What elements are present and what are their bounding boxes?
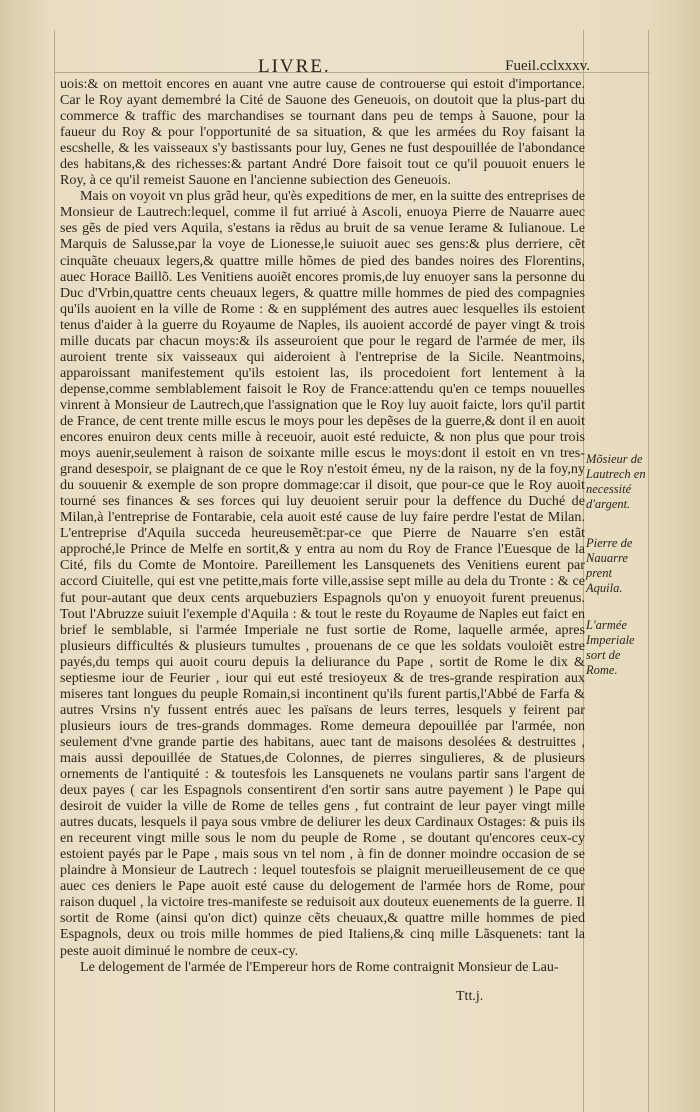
paragraph: Le delogement de l'armée de l'Empereur hors de Rome contraignit Monsieur de Lau- xyxy=(80,958,559,975)
running-title: LIVRE. xyxy=(258,56,331,77)
page-header xyxy=(58,56,590,78)
rule-left xyxy=(54,30,55,1112)
rule-margin-right xyxy=(648,30,649,1112)
body-text xyxy=(60,76,585,975)
margin-note: L'armée Imperiale sort de Rome. xyxy=(586,618,635,677)
catchword: Ttt.j. xyxy=(456,989,484,1004)
paragraph: Mais on voyoit vn plus grãd heur, qu'ès expeditions de mer, en la suitte des entreprises de Monsieur de Lautrech:lequel, comme il fut arriué à Ascoli, enuoya Pierre de Nauarre auec ses gẽs de pied vers Aquila, s'estans ia rẽdus au bruit de sa venue Ierame & Iulianoue. Le Marquis de Salusse,par la voye de Lionesse,le suiuoit auec ses gens:& plus derriere, cẽt cinquãte cheuaux legers,& quattre mille hõmes de pied des bandes noires des Florentins, auec Horace Baillõ. Les Venitiens auoiẽt encores promis,de luy enuoyer sans la personne du Duc d'Vrbin,quattre cents cheuaux legers, & quattre mille hommes de pied des compagnies qu'ils auoient en la ville de Rome : & en supplément des autres auec lesquelles ils estoient tenus d'aider à la guerre du Royaume de Naples, ils auoient accordé de payer vingt & trois mille ducats par chacun moys:& ils asseuroient que pour le regard de l'armée de mer, ils auroient trente six vaisseaux qui aideroient à l'entreprise de la Sicile. Neantmoins, apparoissant manifestement qu'ils estoient las, ils procedoient fort lentement à la depense,comme semblablement faisoit le Roy de France:attendu qu'en ce temps nouuelles vinrent à Monsieur de Lautrech,que l'assignation que le Roy luy auoit faicte, lors qu'il partit de France, de cent trente mille escus le moys pour les depẽses de la guerre,& dont il en auoit encores enuiron deux cents mille à receuoir, auoit esté reduicte, & non plus que pour trois moys auenir,seulement à raison de soixante mille escus le moys:dont il estoit en vn tres-grand desespoir, se plaignant de ce que le Roy n'estoit émeu, ny de la raison, ny de la foy,ny du souuenir & exemple de son propre dommage:car il disoit, que pour-ce que le Roy auoit tourné ses finances & ses forces qui luy deuoient seruir pour la deffence du Duché de Milan,à l'entreprise de Fontarabie, cela auoit esté cause de luy faire perdre l'estat de Milan. L'entreprise d'Aquila succeda heureusemẽt:par-ce que Pierre de Nauarre s'en estãt approché,le Prince de Melfe en sortit,& y entra au nom du Roy de France l'Euesque de la Cité, fils du Comte de Montoire. Pareillement les Lansquenets des Venitiens eurent par accord Ciuitelle, qui est vne petitte,mais forte ville,assise sept mille au dela du Tronte : & ce fut pour-autant que deux cents arquebuziers Espagnols qu'on y enuoyoit furent preuenus. Tout l'Abruzze suiuit l'exemple d'Aquila : & tout le reste du Royaume de Naples eut faict en brief le semblable, si l'armée Imperiale ne fust sortie de Rome, laquelle armée, apres plusieurs difficultés & plusieurs tumultes , prouenans de ce que les soldats vouloiẽt estre payés,du temps qui auoit couru depuis la deliurance du Pape , sortit de Rome le dix & septiesme iour de Feurier , iour qui eut esté tresioyeux & de tres-grande respiration aux miseres tant longues du peuple Romain,si incontinent qu'ils furent partis,l'Abbé de Farfa & autres Vrsins n'y fussent entrés auec les païsans de leurs terres, lesquels y feirent par plusieurs iours de tres-grands dommages. Rome demeura depouillée par l'armée, non seulement d'vne grande partie des habitans, auec tant de maisons desolées & destruittes , mais aussi depouillée de Statues,de Colonnes, de pierres singulieres, & de plusieurs ornements de l'antiquité : & toutesfois les Lansquenets ne voulans partir sans l'argent de deux payes ( car les Espagnols consentirent d'en sortir sans autre payement ) le Pape qui desiroit de vuider la ville de Rome de telles gens , fut contraint de leur payer vingt mille autres ducats, lesquels il paya sous vmbre de deliurer les deux Cardinaux Ostages: & puis ils en receurent vingt mille sous le nom du peuple de Rome , se doutant qu'encores ceux-cy estoient payés par le Pape , mais sous vn tel nom , à fin de donner moindre occasion de se plaindre à Monsieur de Lautrech : lequel toutesfois se plaignit merueilleusement de ce que auec ces deniers le Pape auoit esté cause du delogement de l'armée hors de Rome, pour raison duquel , la victoire tres-manifeste se reduisoit aux douteux euenements de la guerre. Il sortit de Rome (ainsi qu'on dict) quinze cẽts cheuaux,& quattre mille hommes de pied Espagnols, deux ou trois mille hommes de pied Italiens,& cinq mille Lãsquenets: tant la peste auoit diminué le nombre de ceux-cy. xyxy=(60,188,585,959)
margin-note: Mõsieur de Lautrech en necessité d'argent. xyxy=(586,452,646,511)
folio-number: Fueil.cclxxxv. xyxy=(505,58,590,74)
paragraph: uois:& on mettoit encores en auant vne autre cause de controuerse qui estoit d'importance. Car le Roy ayant demembré la Cité de Sauone des Geneuois, on doutoit que la plus-part du commerce & traffic des marchandises se tournant dans peu de temps à Sauone, pour la faueur du Roy & pour l'opportunité de sa situation, & que les armées du Roy faisant la escshelle, & les vaisseaux s'y bastissants pour luy, Genes ne fust despouillée de l'abondance des habitans,& des richesses:& partant André Dore faisoit tout ce qu'il pouuoit enuers le Roy, à ce qu'il remeist Sauone en l'ancienne subiection des Geneuois. xyxy=(60,76,585,189)
margin-note: Pierre de Nauarre prent Aquila. xyxy=(586,536,633,595)
